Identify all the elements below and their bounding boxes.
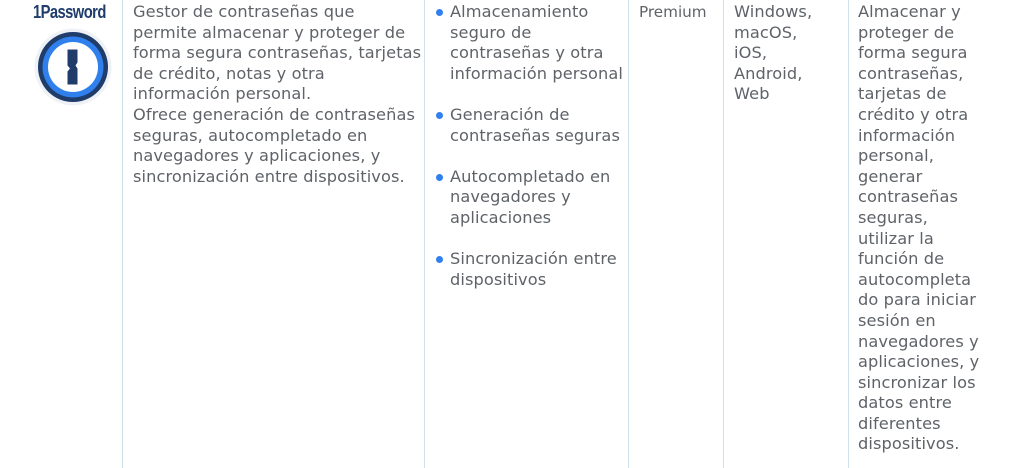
use-case-line: autocompleta <box>858 269 972 289</box>
use-case-line: dispositivos. <box>858 434 960 454</box>
platform-item: Android, <box>734 63 803 83</box>
1password-keyhole-icon <box>33 27 113 107</box>
logo-cell <box>0 0 122 468</box>
description <box>133 2 423 187</box>
plan-label: Premium <box>639 3 707 21</box>
bullet-icon <box>436 256 443 263</box>
feature-item <box>435 2 627 84</box>
use-case-line: personal, <box>858 146 934 166</box>
use-case-cell <box>848 0 1024 468</box>
description-cell <box>122 0 424 468</box>
platforms-cell <box>723 0 848 468</box>
use-case-line: seguras, <box>858 207 928 227</box>
use-case-line: contraseñas, <box>858 63 964 83</box>
feature-item <box>435 249 627 290</box>
feature-text: Autocompletado en navegadores y aplicaciones <box>450 166 611 227</box>
use-case-line: aplicaciones, y <box>858 352 980 372</box>
feature-item <box>435 167 627 229</box>
feature-item <box>435 105 627 146</box>
feature-text: Almacenamiento seguro de contraseñas y otra información personal <box>450 2 624 83</box>
use-case-line: contraseñas <box>858 187 959 207</box>
use-case-line: utilizar la <box>858 228 934 248</box>
platform-item: iOS, <box>734 43 768 63</box>
use-case-line: tarjetas de <box>858 84 947 104</box>
features-cell <box>424 0 628 468</box>
platform-item: Web <box>734 84 770 104</box>
use-case-text <box>858 2 1023 455</box>
features-list <box>435 2 627 311</box>
brand-wordmark: 1Password <box>33 2 106 22</box>
use-case-line: do para iniciar <box>858 290 976 310</box>
platform-item: Windows, <box>734 2 813 21</box>
bullet-icon <box>436 174 443 181</box>
use-case-line: forma segura <box>858 43 968 63</box>
bullet-icon <box>436 9 443 16</box>
platforms-list <box>734 2 846 105</box>
use-case-line: información <box>858 125 956 145</box>
plan-cell <box>628 0 723 468</box>
use-case-line: navegadores y <box>858 331 979 351</box>
description-paragraph: Gestor de contraseñas que permite almacenar y proteger de forma segura contraseñas, tarjetas de crédito, notas y otra información personal. <box>133 2 422 104</box>
use-case-line: sincronizar los <box>858 372 976 392</box>
use-case-line: datos entre <box>858 393 952 413</box>
description-paragraph: Ofrece generación de contraseñas seguras, autocompletado en navegadores y aplicaciones, y sincronización entre dispositivos. <box>133 104 416 186</box>
use-case-line: proteger de <box>858 22 955 42</box>
feature-text: Sincronización entre dispositivos <box>450 249 617 289</box>
platform-item: macOS, <box>734 22 798 42</box>
use-case-line: generar <box>858 166 923 186</box>
use-case-line: sesión en <box>858 310 936 330</box>
feature-text: Generación de contraseñas seguras <box>450 104 620 145</box>
use-case-line: función de <box>858 249 945 269</box>
use-case-line: crédito y otra <box>858 104 969 124</box>
bullet-icon <box>436 112 443 119</box>
use-case-line: Almacenar y <box>858 2 961 21</box>
use-case-line: diferentes <box>858 413 941 433</box>
